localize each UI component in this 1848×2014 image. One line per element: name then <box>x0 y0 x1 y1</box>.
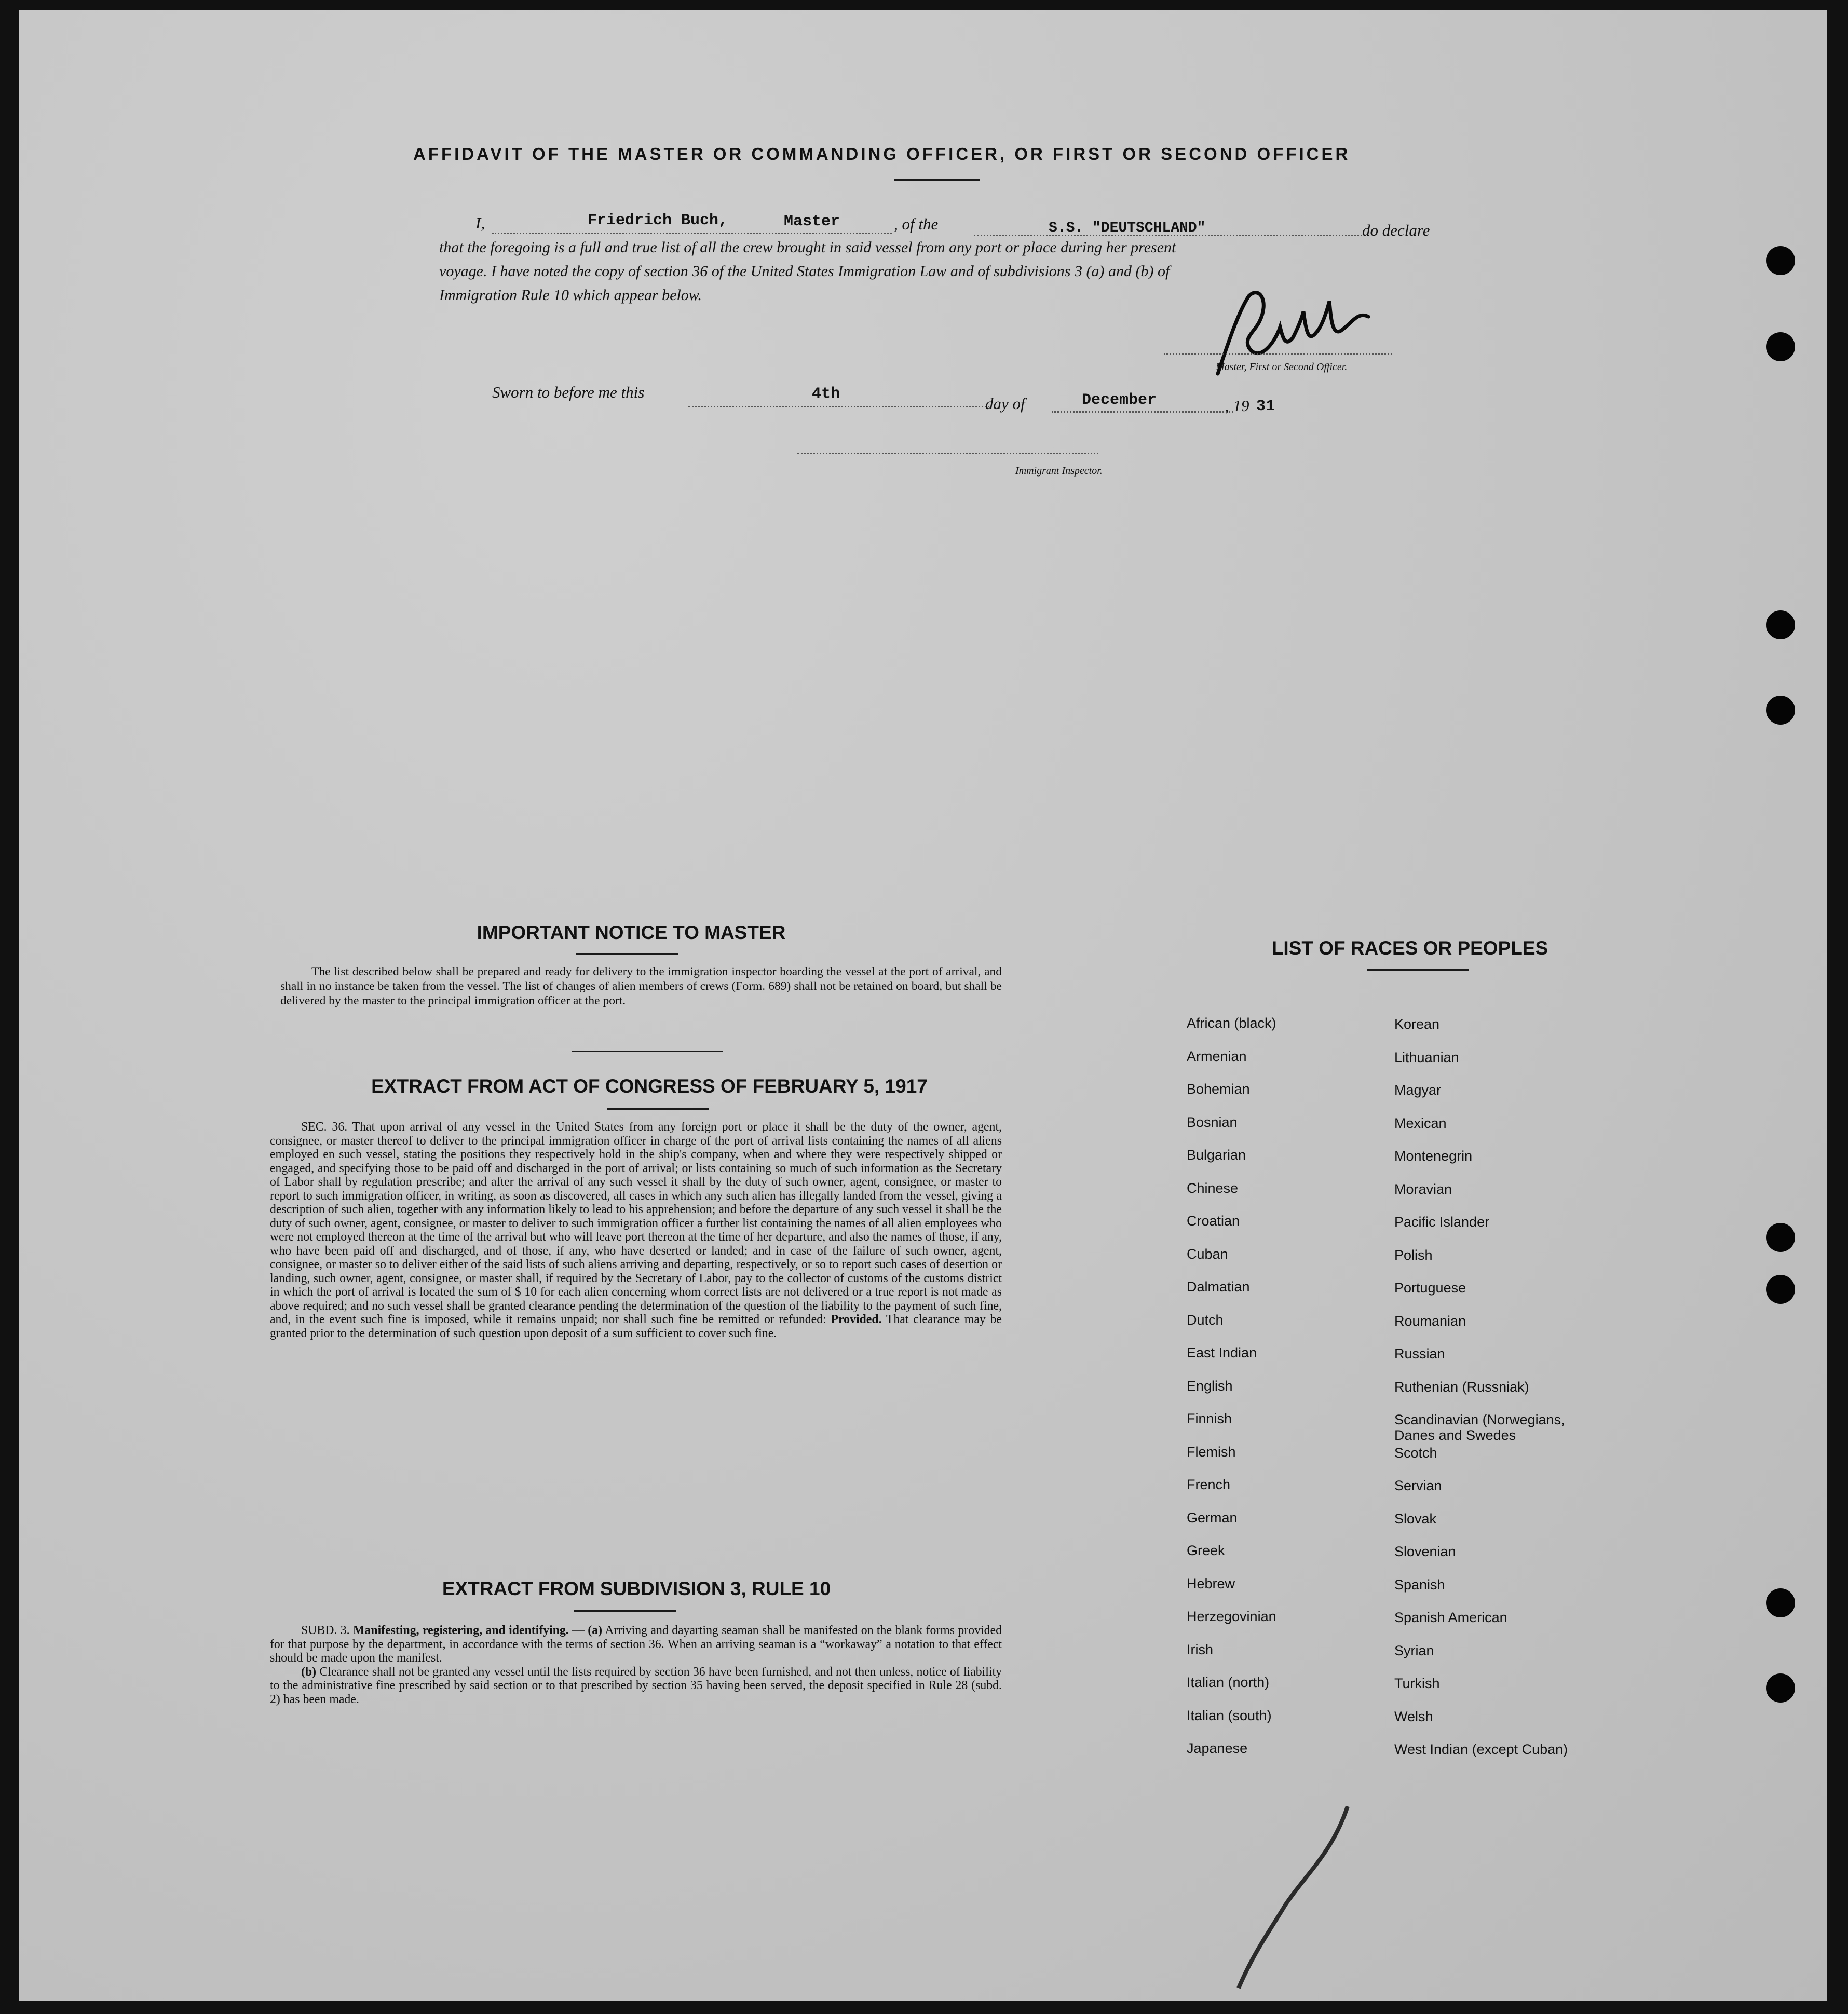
sworn-month: December <box>1082 391 1157 409</box>
race-item: Spanish American <box>1394 1610 1507 1625</box>
race-item: Magyar <box>1394 1082 1442 1098</box>
affidavit-title: AFFIDAVIT OF THE MASTER OR COMMANDING OFFICER, OR FIRST OR SECOND OFFICER <box>413 144 1351 164</box>
race-item: Flemish <box>1187 1444 1236 1460</box>
binder-hole <box>1766 1588 1795 1617</box>
binder-hole <box>1766 1673 1795 1703</box>
race-item: English <box>1187 1378 1233 1394</box>
document-page <box>19 10 1827 2001</box>
do-declare-text: do declare <box>1362 221 1430 239</box>
signature-line <box>1164 353 1392 355</box>
affidavit-line-3: voyage. I have noted the copy of section 36 of the United States Immigration Law and of subdivisions 3 (a) and (b) of <box>439 263 1170 280</box>
rule-a-text: Arriving and dayarting seaman shall be manifested on the blank forms provided for that purpose by the department, in accordance with the terms of section 36. When an arriving seaman is a “workaway” a notation to that effect should be made upon the manifest. <box>270 1624 1002 1665</box>
race-item: Pacific Islander <box>1394 1214 1490 1230</box>
race-item: German <box>1187 1509 1238 1526</box>
races-title-rule <box>1367 969 1469 971</box>
race-item: Scotch <box>1394 1445 1437 1461</box>
signature-caption: Master, First or Second Officer. <box>1216 361 1348 373</box>
master-name: Friedrich Buch, <box>588 212 728 229</box>
races-title: LIST OF RACES OR PEOPLES <box>1271 937 1548 959</box>
race-item: Armenian <box>1187 1048 1247 1064</box>
rule-b-label: (b) <box>301 1665 317 1679</box>
year-prefix: , 19 <box>1225 397 1249 415</box>
race-item: Dalmatian <box>1187 1279 1250 1295</box>
act-text <box>270 1120 1002 1340</box>
act-title: EXTRACT FROM ACT OF CONGRESS OF FEBRUARY 5, 1917 <box>371 1076 928 1097</box>
race-item: Turkish <box>1394 1676 1440 1691</box>
month-dotted-line <box>1052 411 1233 413</box>
race-item: Slovak <box>1394 1511 1437 1527</box>
race-item: West Indian (except Cuban) <box>1394 1741 1568 1757</box>
race-item: Ruthenian (Russniak) <box>1394 1379 1529 1395</box>
rule-title-rule <box>574 1610 676 1612</box>
race-item: Moravian <box>1394 1181 1452 1197</box>
act-main-text: SEC. 36. That upon arrival of any vessel in the United States from any foreign port or place it shall be the duty of the owner, agent, consignee, or master thereof to deliver to the principal immigration officer in charge of the port of arrival lists containing the names of all aliens employed en such vessel, stating the positions they respectively hold in the ship's company, when and where they were respectively shipped or engaged, and specifying those to be paid off and discharged in the port of arrival; or lists containing so much of such information as the Secretary of Labor shall by regulation prescribe; and after the arrival of any such vessel it shall by the duty of such owner, agent, consignee, or master to report to such immigration officer, in writing, as soon as discovered, all cases in which any such alien has illegally landed from the vessel, giving a description of such alien, together with any information likely to lead to his apprehension; and before the departure of any such vessel it shall be the duty of such owner, agent, consignee, or master to deliver to such immigration officer a further list containing the names of all alien employees who were not employed thereon at the time of the arrival but who will leave port thereon at the time of her departure, and also the names of those, if any, who have been paid off and discharged, and of those, if any, who have deserted or landed; and in case of the failure of such owner, agent, consignee, or master so to deliver either of the said lists of such aliens arriving and departing, respectively, or so to report such cases of desertion or landing, such owner, agent, consignee, or master shall, if required by the Secretary of Labor, pay to the collector of customs of the customs district in which the port of arrival is located the sum of $ 10 for each alien concerning whom correct lists are not delivered or a true report is not made as above required; and no such vessel shall be granted clearance pending the determination of the question of the liability to the payment of such fine, and, in the event such fine is imposed, while it remains unpaid; nor shall such fine be remitted or refunded: <box>270 1120 1002 1326</box>
race-item: Chinese <box>1187 1180 1239 1196</box>
paper-crease <box>1176 1796 1384 1993</box>
race-item: Cuban <box>1187 1246 1228 1262</box>
rule-title: EXTRACT FROM SUBDIVISION 3, RULE 10 <box>442 1578 831 1599</box>
race-item: Bohemian <box>1187 1081 1250 1097</box>
affidavit-title-rule <box>894 179 980 181</box>
notice-paragraph: The list described below shall be prepared and ready for delivery to the immigration inspector boarding the vessel at the port of arrival, and shall in no instance be taken from the vessel. The list of changes of alien members of crews (Form. 689) shall not be retained on board, but shall be delivered by the master to the principal immigration officer at the port. <box>280 965 1002 1008</box>
race-item: Bosnian <box>1187 1114 1238 1130</box>
race-item: Lithuanian <box>1394 1049 1459 1065</box>
race-item: Russian <box>1394 1346 1445 1362</box>
race-item: Dutch <box>1187 1312 1224 1328</box>
race-item: Slovenian <box>1394 1544 1456 1559</box>
race-item: Bulgarian <box>1187 1147 1246 1163</box>
binder-hole <box>1766 1223 1795 1252</box>
race-item: Servian <box>1394 1478 1442 1493</box>
binder-hole <box>1766 1275 1795 1304</box>
rule-a-dash: — (a) <box>572 1624 603 1637</box>
act-provided: Provided. <box>831 1313 882 1326</box>
name-dotted-line <box>492 233 892 234</box>
sworn-day: 4th <box>812 385 840 403</box>
race-item: Roumanian <box>1394 1313 1466 1329</box>
race-item: Hebrew <box>1187 1575 1235 1591</box>
notice-text <box>280 964 1002 1008</box>
inspector-line <box>797 453 1098 454</box>
race-item: Italian (north) <box>1187 1675 1270 1690</box>
race-item: Spanish <box>1394 1576 1445 1593</box>
race-item: Polish <box>1394 1247 1433 1263</box>
act-title-rule <box>607 1108 709 1110</box>
sworn-text: Sworn to before me this <box>492 383 645 401</box>
notice-title: IMPORTANT NOTICE TO MASTER <box>477 922 786 943</box>
race-item: Montenegrin <box>1394 1148 1473 1164</box>
binder-hole <box>1766 246 1795 275</box>
notice-end-rule <box>572 1051 723 1052</box>
act-end-text: That clearance may be granted prior to the determination of such question upon deposit of a sum sufficient to cover such fine. <box>270 1313 1002 1340</box>
race-item: Croatian <box>1187 1213 1240 1229</box>
rule-text <box>270 1624 1002 1706</box>
race-item: African (black) <box>1187 1015 1276 1031</box>
vessel-name: S.S. "DEUTSCHLAND" <box>1049 220 1206 236</box>
race-item: Japanese <box>1187 1740 1248 1756</box>
inspector-caption: Immigrant Inspector. <box>1015 465 1103 477</box>
race-item: Irish <box>1187 1641 1214 1657</box>
race-item: Welsh <box>1394 1708 1433 1724</box>
binder-hole <box>1766 332 1795 361</box>
race-item: Italian (south) <box>1187 1707 1272 1723</box>
race-item: French <box>1187 1477 1231 1492</box>
race-item: Korean <box>1394 1016 1440 1032</box>
affidavit-i: I, <box>475 214 485 232</box>
day-of-text: day of <box>985 394 1025 413</box>
race-item: Scandinavian (Norwegians, Danes and Swedes <box>1394 1412 1565 1443</box>
rule-a-bold: Manifesting, registering, and identifying. <box>352 1624 569 1637</box>
rule-b-text: Clearance shall not be granted any vessel until the lists required by section 36 have been furnished, and not then unless, notice of liability to the administrative fine prescribed by said section or to that prescribed by section 35 having been served, the deposit specified in Rule 28 (subd. 2) has been made. <box>270 1665 1002 1706</box>
affidavit-line-2: that the foregoing is a full and true list of all the crew brought in said vessel from any port or place during her present <box>439 239 1176 256</box>
day-dotted-line <box>688 406 989 407</box>
master-rank: Master <box>784 213 840 230</box>
race-item: Syrian <box>1394 1642 1434 1658</box>
of-the-text: , of the <box>894 215 939 233</box>
year-suffix: 31 <box>1256 398 1275 415</box>
rule-paragraph-b <box>270 1665 1002 1707</box>
race-item: Portuguese <box>1394 1280 1466 1296</box>
race-item: Greek <box>1187 1543 1225 1558</box>
race-item: Mexican <box>1394 1115 1447 1131</box>
notice-title-rule <box>576 953 678 955</box>
rule-a-prefix: SUBD. 3. <box>301 1624 350 1637</box>
race-item: East Indian <box>1187 1345 1257 1360</box>
affidavit-line-4: Immigration Rule 10 which appear below. <box>439 287 702 304</box>
race-item: Herzegovinian <box>1187 1609 1276 1624</box>
act-paragraph <box>270 1120 1002 1340</box>
binder-hole <box>1766 610 1795 639</box>
binder-hole <box>1766 696 1795 725</box>
rule-paragraph-a <box>270 1624 1002 1665</box>
race-item: Finnish <box>1187 1411 1232 1426</box>
